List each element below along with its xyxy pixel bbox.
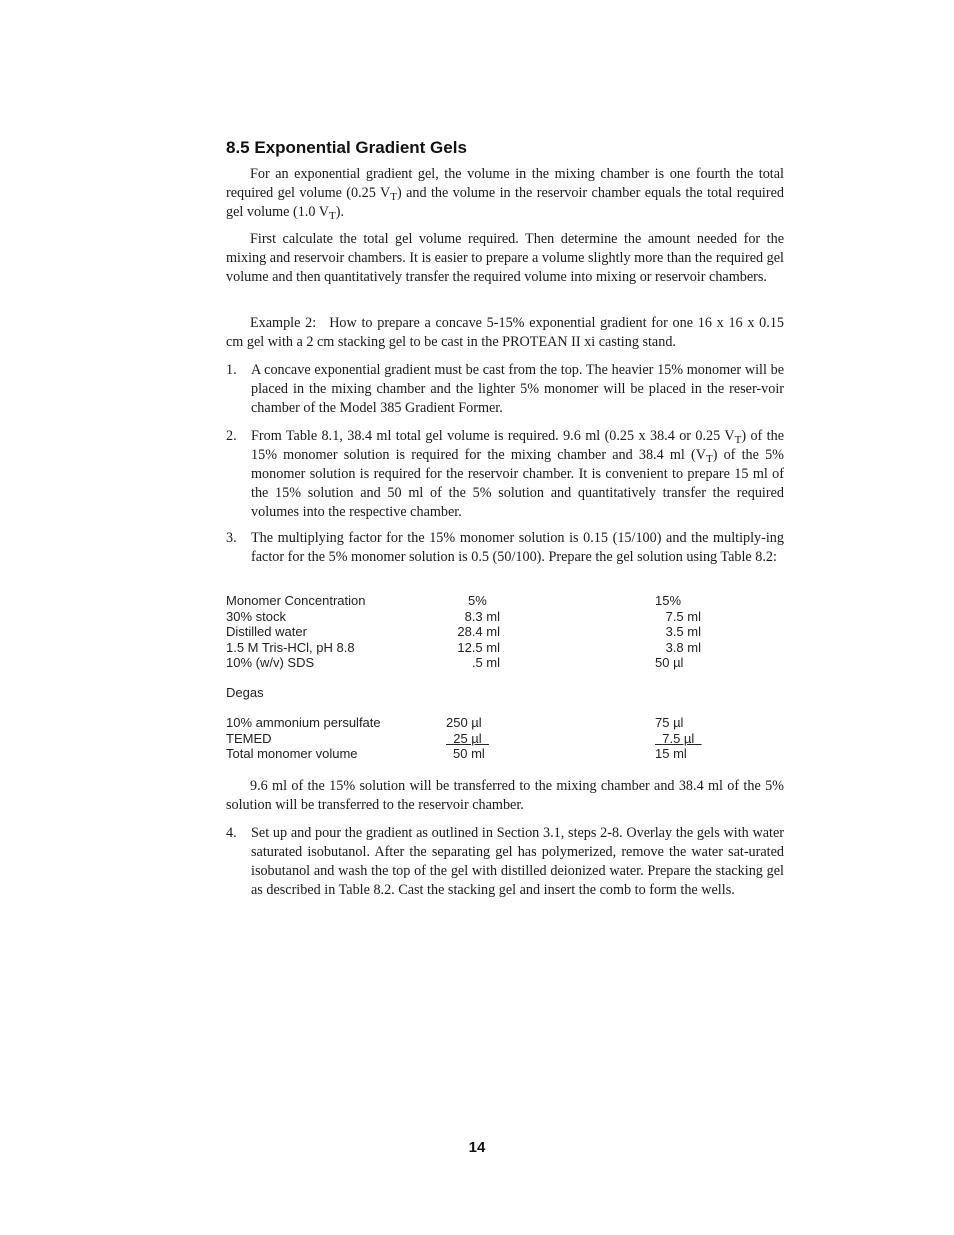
list-item [226,529,784,567]
table-row [226,731,786,747]
page-number: 14 [468,1139,486,1156]
degas-label: Degas [226,685,264,700]
cell-15-percent: 15 ml [655,746,687,761]
row-label: 1.5 M Tris-HCl, pH 8.8 [226,639,355,655]
row-label: Distilled water [226,624,307,639]
list-item [226,824,784,900]
cell-5-percent [446,731,489,747]
column-header-5-percent: 5% [468,593,487,608]
cell-15-percent-value: 7.5 µl [662,730,695,746]
subscript-t: T [705,453,713,465]
step-text-b: ) of the 15% monomer solution is required for the mixing chamber and 38.4 ml (V [251,428,784,463]
table-row [226,624,786,640]
table-header-label: Monomer Concentration [226,593,366,608]
list-item [226,427,784,522]
step-number: 1. [226,362,237,378]
table-row [226,640,786,656]
table-row [226,609,786,625]
column-header-15-percent: 15% [655,593,682,608]
step-number: 4. [226,825,237,841]
row-label: 10% (w/v) SDS [226,655,315,670]
cell-5-percent: 250 µl [446,715,482,730]
table-row [226,715,786,731]
cell-15-percent [655,731,702,747]
cell-5-percent: 8.3 ml [464,608,500,624]
table-row [226,655,786,671]
step-number: 3. [226,530,237,546]
row-label: Total monomer volume [226,746,358,761]
transfer-paragraph: 9.6 ml of the 15% solution will be transferred to the mixing chamber and 38.4 ml of the 5% solution will be transferred to the reservoir chamber. [226,778,784,813]
cell-15-percent: 75 µl [655,715,684,730]
cell-5-percent: 28.4 ml [457,624,500,639]
cell-5-percent-value: 25 µl [453,730,482,746]
list-item [226,361,784,418]
example-paragraph [226,314,784,352]
degas-row [226,685,786,701]
cell-15-percent: 3.8 ml [665,639,701,655]
step-text-a: From Table 8.1, 38.4 ml total gel volume is required. 9.6 ml (0.25 x 38.4 or 0.25 V [251,428,735,444]
cell-5-percent: .5 ml [471,655,500,670]
step-text: Set up and pour the gradient as outlined in Section 3.1, steps 2-8. Overlay the gels with water saturated isobutanol. After the separating gel has polymerized, remove the water sat-urated isobutanol and wash the top of the gel with distilled deionized water. Prepare the stacking gel as described in Table 8.2. Cast the stacking gel and insert the comb to form the wells. [251,825,784,898]
cell-5-percent: 12.5 ml [457,639,500,655]
table-row [226,746,786,762]
subscript-t: T [328,210,336,222]
intro-text-c: ). [335,204,344,220]
cell-15-percent: 50 µl [655,655,684,670]
subscript-t: T [390,191,397,203]
calculation-paragraph: First calculate the total gel volume required. Then determine the amount needed for the mixing and reservoir chambers. It is easier to prepare a volume slightly more than the required gel volume and then quantitatively transfer the required volume into mixing or reservoir chambers. [226,231,784,285]
cell-15-percent: 7.5 ml [665,608,701,624]
intro-text-b: ) and the volume in the reservoir chamber equals the total required gel volume (1.0 V [226,185,784,220]
example-text: How to prepare a concave 5-15% exponential gradient for one 16 x 16 x 0.15 cm gel with a 2 cm stacking gel to be cast in the PROTEAN II xi casting stand. [226,315,785,350]
table-header-row [226,593,786,609]
subscript-t: T [734,434,742,446]
step-text-c: ) of the 5% monomer solution is required for the reservoir chamber. It is convenient to prepare 15 ml of the 15% solution and 50 ml of the 5% solution and quantitatively transfer the required volumes into the respective chamber. [251,447,784,520]
section-heading: 8.5 Exponential Gradient Gels [226,138,467,157]
row-label: 10% ammonium persulfate [226,715,381,730]
intro-text-a: For an exponential gradient gel, the volume in the mixing chamber is one fourth the total required gel volume (0.25 V [226,166,784,201]
cell-5-percent: 50 ml [453,746,485,761]
recipe-table [226,593,786,762]
cell-15-percent: 3.5 ml [665,624,701,639]
example-label: Example 2: [250,315,317,331]
step-text: A concave exponential gradient must be cast from the top. The heavier 15% monomer will be placed in the mixing chamber and the lighter 5% monomer will be placed in the reser-voir chamber of the Model 385 Gradient Former. [251,362,784,416]
step-text: The multiplying factor for the 15% monomer solution is 0.15 (15/100) and the multiply-ing factor for the 5% monomer solution is 0.5 (50/100). Prepare the gel solution using Table 8.2: [251,530,784,565]
row-label: TEMED [226,730,272,746]
step-number: 2. [226,428,237,444]
step-text [251,427,784,522]
row-label: 30% stock [226,608,286,624]
intro-paragraph [226,165,784,222]
